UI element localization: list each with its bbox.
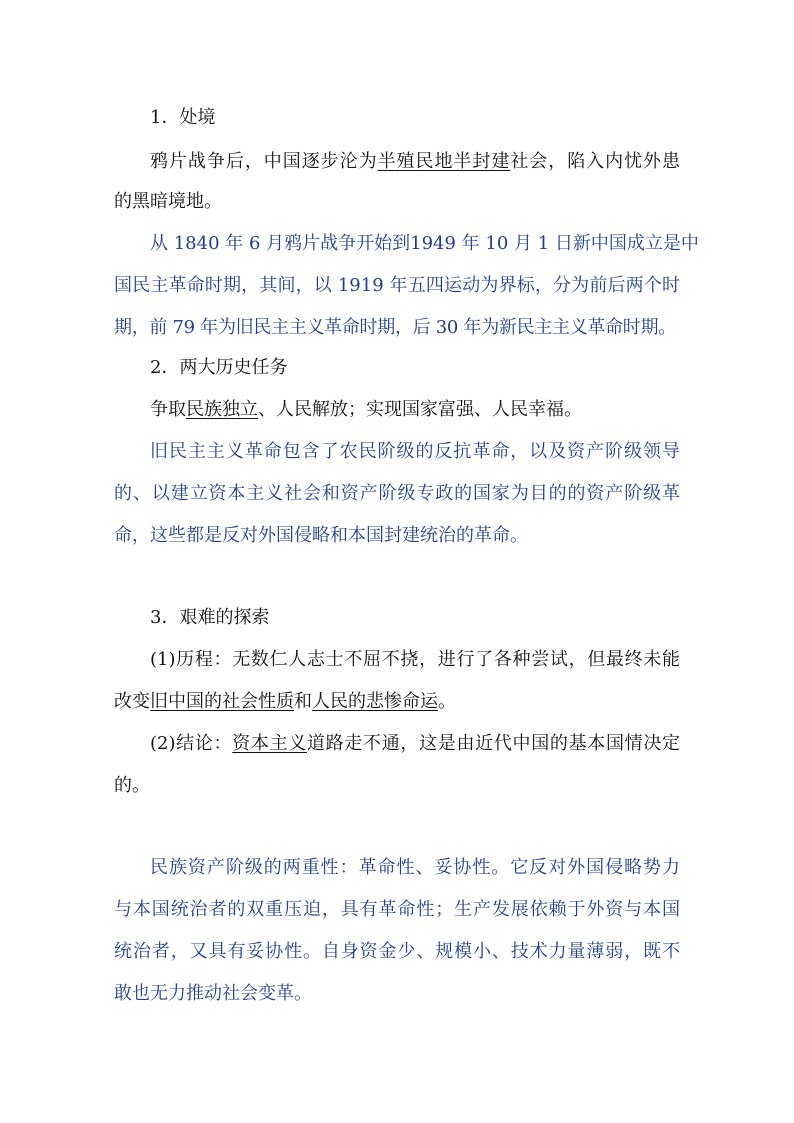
section3-item2-line-1 — [150, 732, 680, 756]
section2-note-line-1: 旧民主主义革命包含了农民阶级的反抗革命，以及资产阶级领导 — [150, 441, 680, 462]
underlined-term: 民族独立 — [186, 399, 258, 420]
section2-body-line — [150, 398, 582, 422]
section1-note-line-2: 国民主革命时期，其间，以 1919 年五四运动为界标，分为前后两个时 — [114, 275, 680, 296]
section3-note-line-3: 统治者，又具有妥协性。自身资金少、规模小、技术力量薄弱，既不 — [114, 941, 680, 962]
underlined-term: 半殖民地半封建 — [377, 151, 511, 172]
text-run: 。 — [438, 691, 456, 712]
section-heading-3: 3．艰难的探索 — [150, 607, 270, 628]
text-run: 、人民解放；实现国家富强、人民幸福。 — [258, 399, 582, 420]
section3-note-line-1: 民族资产阶级的两重性：革命性、妥协性。它反对外国侵略势力 — [150, 857, 680, 878]
section1-body-line-1 — [150, 150, 680, 174]
underlined-term: 人民的悲惨命运 — [312, 691, 438, 712]
section3-item2-line-2: 的。 — [114, 775, 150, 796]
text-run: 道路走不通，这是由近代中国的基本国情决定 — [307, 733, 681, 754]
section2-note-line-3: 命，这些都是反对外国侵略和本国封建统治的革命。 — [114, 525, 528, 546]
section2-note-line-2: 的、以建立资本主义社会和资产阶级专政的国家为目的的资产阶级革 — [114, 483, 680, 504]
text-run: 和 — [294, 691, 312, 712]
section3-note-line-2: 与本国统治者的双重压迫，具有革命性；生产发展依赖于外资与本国 — [114, 899, 680, 920]
text-run: 争取 — [150, 399, 186, 420]
underlined-term: 旧中国的社会性质 — [150, 691, 294, 712]
text-run: 社会，陷入内忧外患 — [510, 151, 681, 172]
text-run: 鸦片战争后，中国逐步沦为 — [150, 151, 378, 172]
text-run: 改变 — [114, 691, 150, 712]
section3-note-line-4: 敢也无力推动社会变革。 — [114, 983, 312, 1004]
underlined-term: 资本主义 — [232, 733, 307, 754]
section-heading-1: 1．处境 — [150, 107, 216, 128]
section1-note-line-3: 期，前 79 年为旧民主主义革命时期，后 30 年为新民主主义革命时期。 — [114, 317, 676, 338]
section1-body-line-2: 的黑暗境地。 — [114, 191, 222, 212]
section3-item1-line-2 — [114, 690, 456, 714]
section1-note-line-1: 从 1840 年 6 月鸦片战争开始到1949 年 10 月 1 日新中国成立是中 — [150, 233, 699, 254]
section-heading-2: 2．两大历史任务 — [150, 357, 288, 378]
text-run: (2)结论： — [150, 733, 233, 754]
section3-item1-line-1: (1)历程：无数仁人志士不屈不挠，进行了各种尝试，但最终未能 — [150, 649, 680, 670]
